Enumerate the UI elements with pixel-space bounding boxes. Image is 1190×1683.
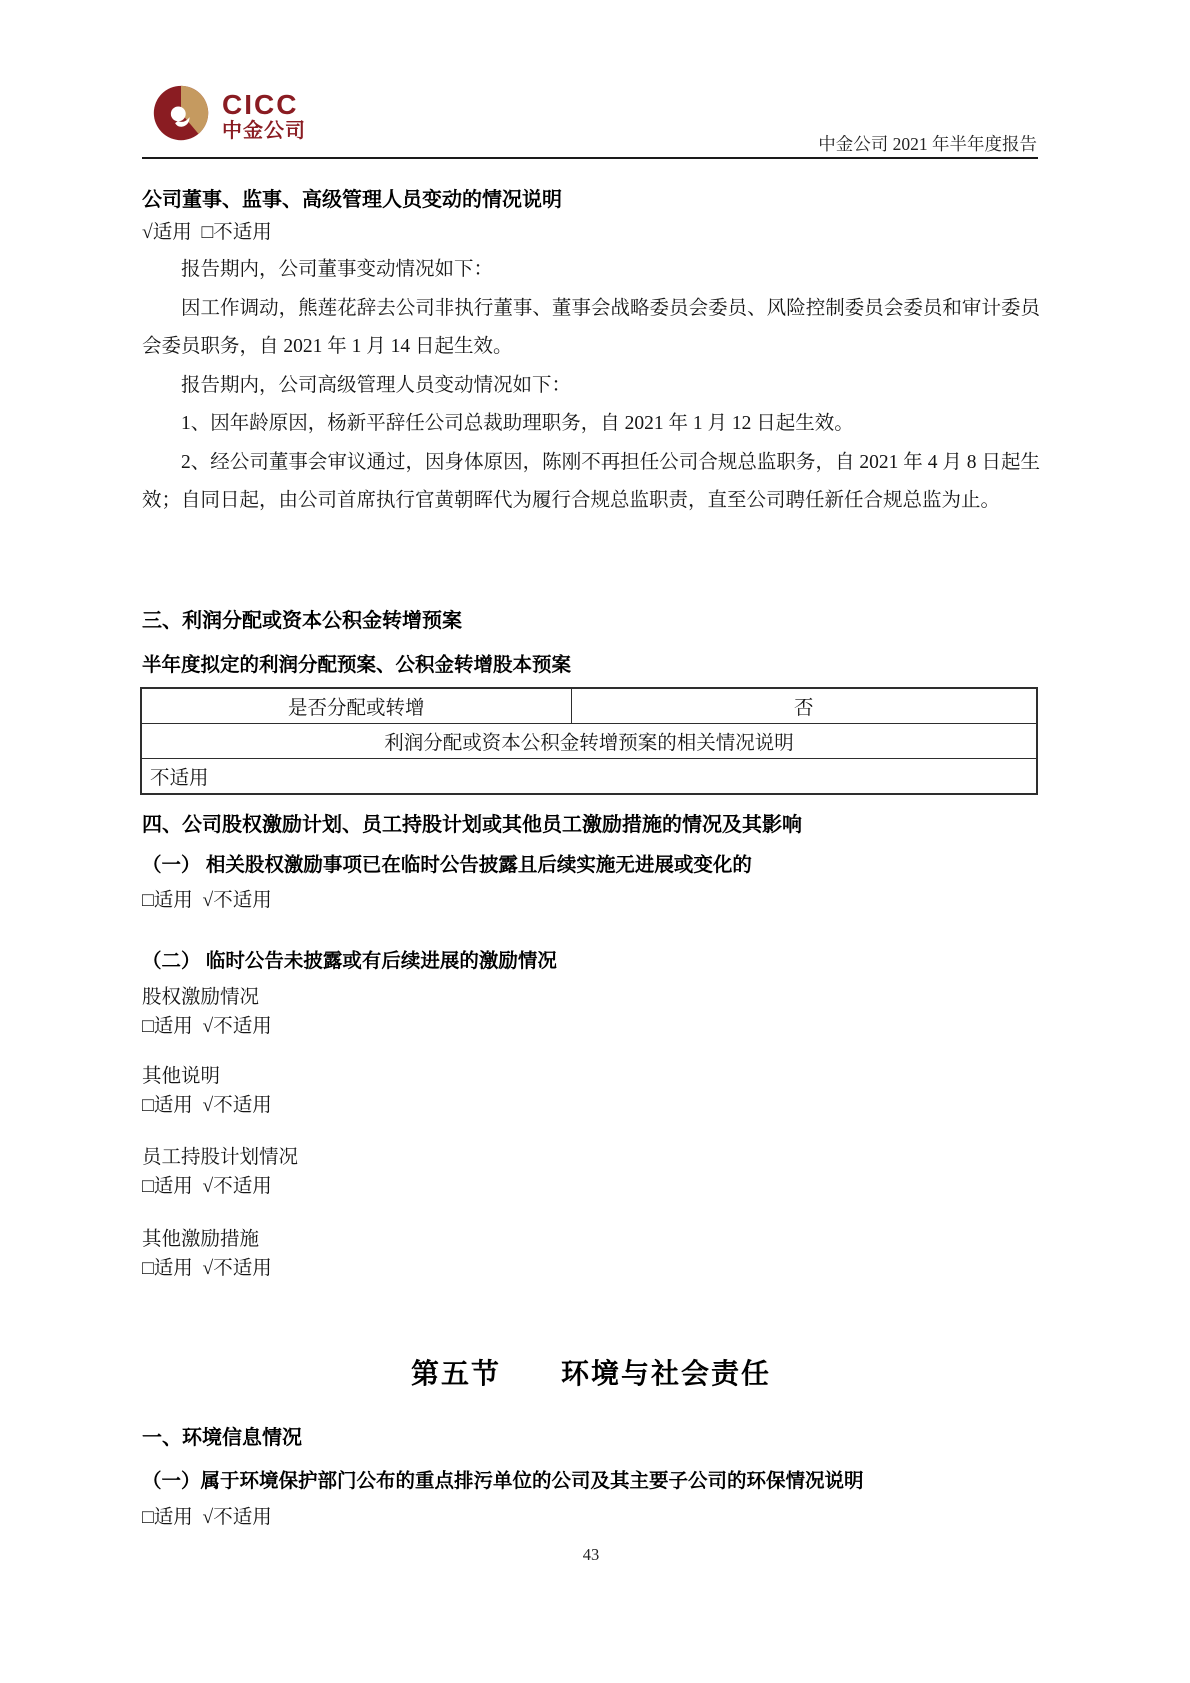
logo-wordmark [222,89,306,142]
logo-wordmark-cicc: CICC [222,89,299,120]
header-divider [142,157,1038,159]
incentives-sub2-heading: （二） 临时公告未披露或有后续进展的激励情况 [142,950,557,972]
equity-incentive-label: 股权激励情况 [142,987,260,1008]
equity-incentive-applicability: □适用 √不适用 [142,1016,272,1037]
paragraph: 报告期内，公司高级管理人员变动情况如下： [181,374,572,396]
officer-changes-applicability: √适用 □不适用 [142,222,272,243]
paragraph: 1、因年龄原因，杨新平辞任公司总裁助理职务，自 2021 年 1 月 12 日起生效。 [181,413,854,434]
table-cell-plan-note-value: 不适用 [141,759,1037,795]
environment-applicability: □适用 √不适用 [142,1507,272,1528]
incentives-heading: 四、公司股权激励计划、员工持股计划或其他员工激励措施的情况及其影响 [142,814,802,836]
profit-distribution-heading: 三、利润分配或资本公积金转增预案 [142,610,462,632]
table-cell-plan-note-header: 利润分配或资本公积金转增预案的相关情况说明 [141,724,1037,759]
incentives-sub1-heading: （一） 相关股权激励事项已在临时公告披露且后续实施无进展或变化的 [142,854,752,876]
cicc-logo-icon [152,84,210,142]
incentives-sub1-applicability: □适用 √不适用 [142,890,272,911]
table-row [141,724,1037,759]
environment-info-heading: 一、环境信息情况 [142,1427,302,1449]
cicc-logo-svg [152,84,210,142]
table-row [141,688,1037,724]
other-notes-label: 其他说明 [142,1066,221,1087]
page-number: 43 [582,1545,600,1564]
table-row [141,759,1037,795]
logo-wordmark-chinese: 中金公司 [222,120,306,142]
table-cell-distribute-label: 是否分配或转增 [141,688,571,724]
esop-label: 员工持股计划情况 [142,1147,299,1168]
paragraph: 因工作调动，熊莲花辞去公司非执行董事、董事会战略委员会委员、风险控制委员会委员和审计委员会委员职务，自 2021 年 1 月 14 日起生效。 [142,297,1040,357]
other-incentives-label: 其他激励措施 [142,1229,260,1250]
officer-changes-heading: 公司董事、监事、高级管理人员变动的情况说明 [142,189,562,211]
environment-sub-heading: （一）属于环境保护部门公布的重点排污单位的公司及其主要子公司的环保情况说明 [142,1470,864,1492]
table-cell-distribute-value: 否 [571,688,1037,724]
report-header-title: 中金公司 2021 年半年度报告 [818,134,1037,154]
profit-distribution-subheading: 半年度拟定的利润分配预案、公积金转增股本预案 [142,654,572,676]
other-incentives-applicability: □适用 √不适用 [142,1258,272,1279]
profit-distribution-table [140,687,1038,795]
officer-changes-body [142,251,1040,521]
other-notes-applicability: □适用 √不适用 [142,1095,272,1116]
paragraph: 报告期内，公司董事变动情况如下： [181,259,494,280]
paragraph: 2、经公司董事会审议通过，因身体原因，陈刚不再担任公司合规总监职务，自 2021 年 4 月 8 日起生效；自同日起，由公司首席执行官黄朝晖代为履行合规总监职责，直至公司聘任新任合规总监为止。 [142,451,1040,511]
section-five-title: 第五节 环境与社会责任 [410,1358,771,1389]
esop-applicability: □适用 √不适用 [142,1176,272,1197]
